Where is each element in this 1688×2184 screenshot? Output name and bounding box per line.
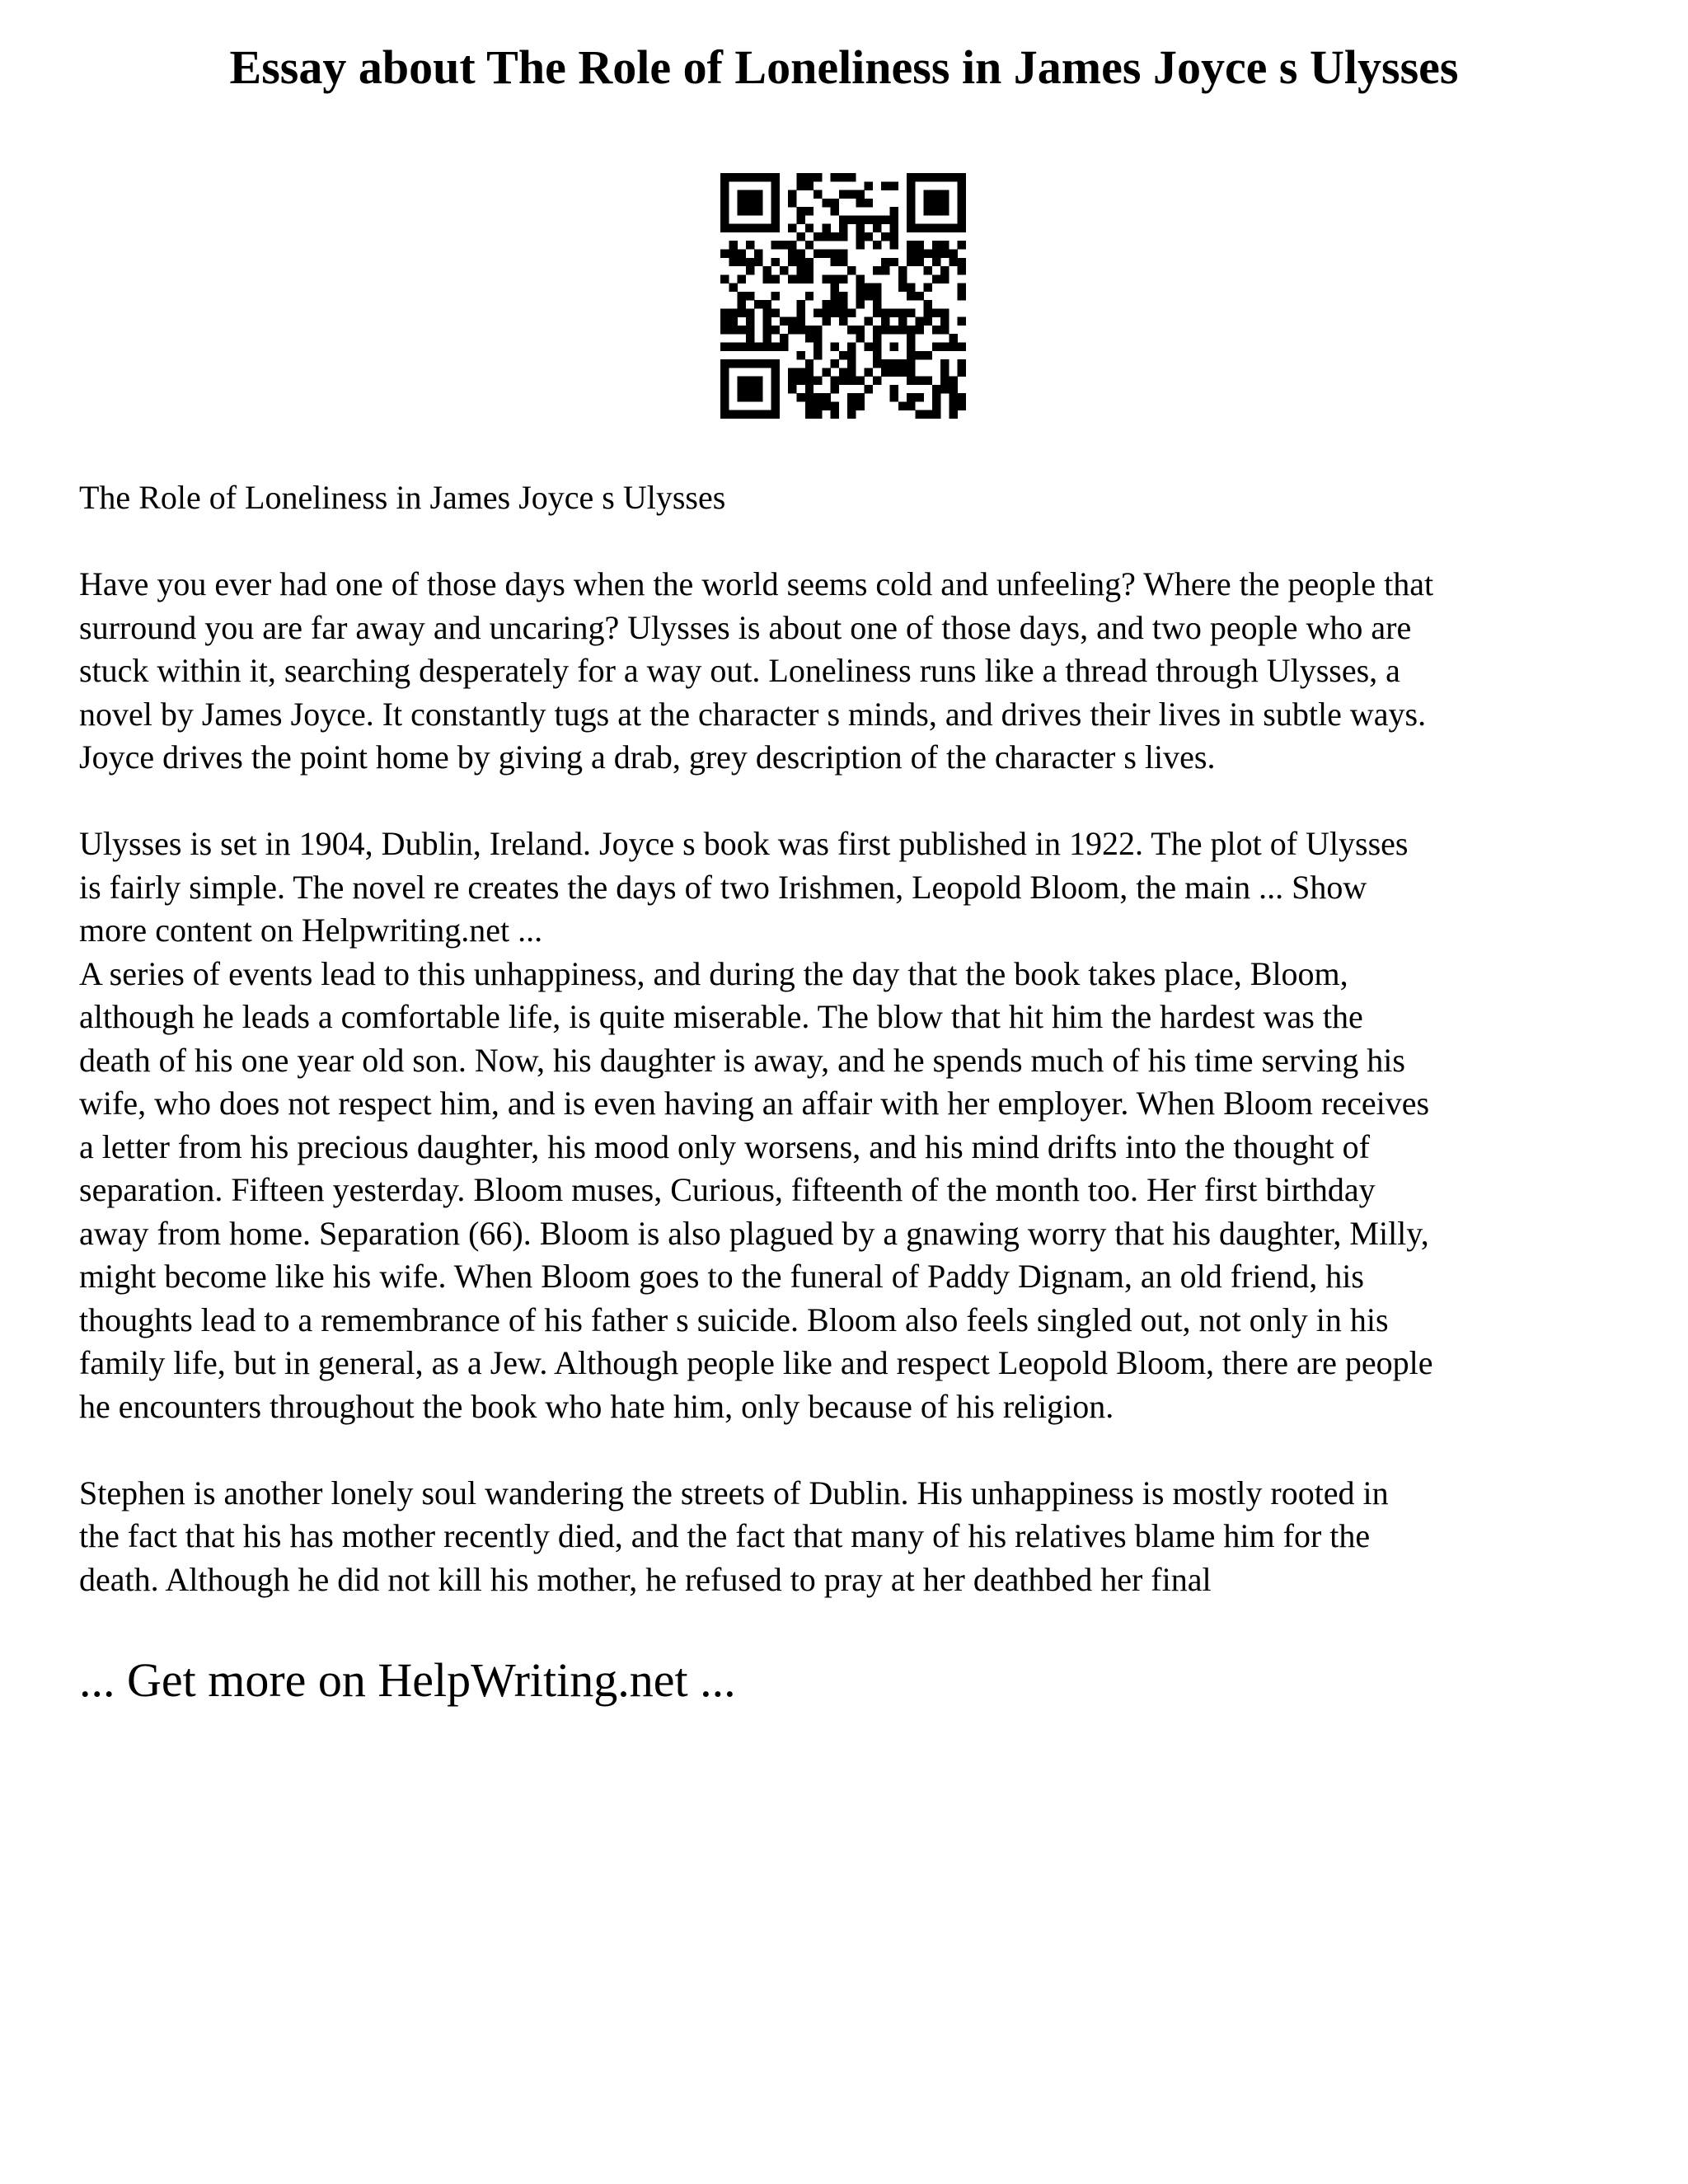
essay-body bbox=[79, 476, 1629, 1601]
text-line: although he leads a comfortable life, is quite miserable. The blow that hit him the hardest was the bbox=[79, 998, 1363, 1035]
text-line: death. Although he did not kill his mother, he refused to pray at her deathbed her final bbox=[79, 1560, 1212, 1598]
text-line: more content on Helpwriting.net ... bbox=[79, 912, 543, 949]
text-line: separation. Fifteen yesterday. Bloom muses, Curious, fifteenth of the month too. Her first birthday bbox=[79, 1171, 1376, 1208]
paragraph-stephen bbox=[79, 1472, 1629, 1602]
text-line: is fairly simple. The novel re creates the days of two Irishmen, Leopold Bloom, the main ... Show bbox=[79, 868, 1367, 906]
text-line: the fact that his has mother recently died, and the fact that many of his relatives blame him for the bbox=[79, 1517, 1371, 1554]
text-line: Ulysses is set in 1904, Dublin, Ireland. Joyce s book was first published in 1922. The plot of Ulysses bbox=[79, 825, 1409, 862]
text-line: Joyce drives the point home by giving a drab, grey description of the character s lives. bbox=[79, 738, 1216, 776]
paragraph-intro bbox=[79, 563, 1629, 780]
text-line: away from home. Separation (66). Bloom is also plagued by a gnawing worry that his daughter, Milly, bbox=[79, 1214, 1429, 1252]
text-line: death of his one year old son. Now, his daughter is away, and he spends much of his time serving his bbox=[79, 1041, 1405, 1079]
paragraph-bloom bbox=[79, 953, 1629, 1429]
essay-subtitle bbox=[79, 476, 1629, 520]
text-line: a letter from his precious daughter, his mood only worsens, and his mind drifts into the thought of bbox=[79, 1127, 1370, 1165]
text-line: stuck within it, searching desperately for a way out. Loneliness runs like a thread through Ulysses, a bbox=[79, 652, 1400, 689]
text-line: Stephen is another lonely soul wandering the streets of Dublin. His unhappiness is mostly rooted in bbox=[79, 1474, 1389, 1511]
qr-code-icon bbox=[720, 173, 966, 419]
text-line: might become like his wife. When Bloom goes to the funeral of Paddy Dignam, an old friend, his bbox=[79, 1258, 1364, 1295]
text-line: surround you are far away and uncaring? Ulysses is about one of those days, and two people who are bbox=[79, 608, 1412, 646]
text-line: novel by James Joyce. It constantly tugs at the character s minds, and drives their lives in subtle ways. bbox=[79, 695, 1427, 733]
text-line: family life, but in general, as a Jew. Although people like and respect Leopold Bloom, there are people bbox=[79, 1344, 1433, 1381]
text-line: wife, who does not respect him, and is even having an affair with her employer. When Bloom receives bbox=[79, 1085, 1430, 1122]
get-more-link[interactable]: ... Get more on HelpWriting.net ... bbox=[79, 1653, 736, 1707]
text-line: The Role of Loneliness in James Joyce s Ulysses bbox=[79, 479, 726, 516]
paragraph-setting bbox=[79, 823, 1629, 953]
text-line: he encounters throughout the book who hate him, only because of his religion. bbox=[79, 1387, 1114, 1425]
text-line: A series of events lead to this unhappiness, and during the day that the book takes place, Bloom, bbox=[79, 954, 1348, 992]
document-title: Essay about The Role of Loneliness in James Joyce s Ulysses bbox=[229, 40, 1459, 94]
text-line: Have you ever had one of those days when the world seems cold and unfeeling? Where the people that bbox=[79, 565, 1434, 602]
text-line: thoughts lead to a remembrance of his father s suicide. Bloom also feels singled out, not only in his bbox=[79, 1301, 1389, 1338]
